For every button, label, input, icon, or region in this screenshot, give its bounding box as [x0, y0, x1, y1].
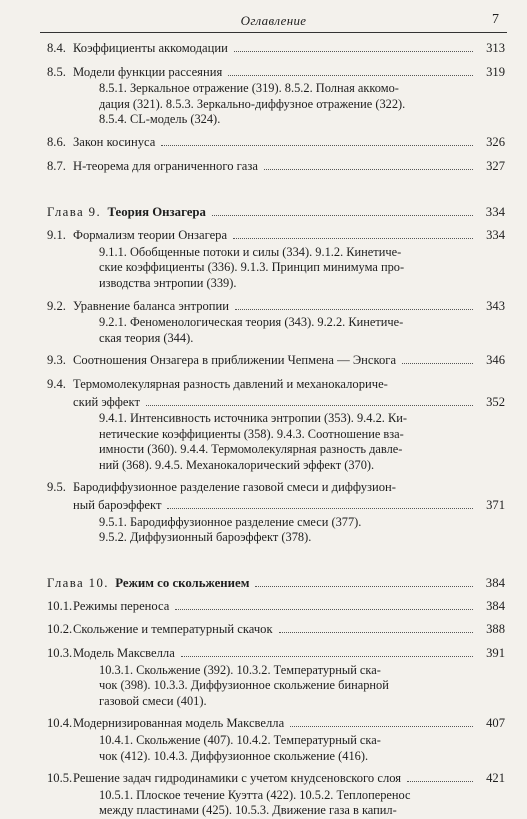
chapter-heading: [47, 574, 505, 592]
section-number: 9.1.: [47, 228, 66, 243]
toc-section: [47, 40, 505, 58]
section-number: 10.5.: [47, 771, 73, 786]
toc-section: [47, 134, 505, 152]
section-title: Решение задач гидродинамики с учетом кнудсеновского слоя: [73, 771, 402, 786]
page-number: 7: [492, 12, 499, 27]
section-title: Скольжение и температурный скачок: [73, 622, 273, 637]
subsection-list: [99, 733, 471, 764]
section-number: 8.7.: [47, 158, 66, 173]
section-number: 10.2.: [47, 622, 73, 637]
leader-dots: [146, 405, 473, 406]
subsection-line: изводства энтропии (339).: [99, 275, 237, 290]
chapter-heading: [47, 203, 505, 221]
subsection-line: 9.1.1. Обобщенные потоки и силы (334). 9.1.2. Кинетиче-: [99, 244, 402, 259]
section-page: 384: [486, 598, 505, 613]
header-title: Оглавление: [240, 13, 307, 28]
section-title: Формализм теории Онзагера: [73, 228, 228, 243]
section-number: 8.6.: [47, 134, 66, 149]
toc-section: [47, 64, 505, 82]
subsection-line: 9.4.1. Интенсивность источника энтропии (353). 9.4.2. Ки-: [99, 411, 407, 426]
section-number: 10.3.: [47, 646, 73, 661]
toc-section: [47, 598, 505, 616]
chapter-label: Глава 9.: [47, 205, 102, 220]
leader-dots: [264, 169, 473, 170]
section-title: Соотношения Онзагера в приближении Чепмена — Энскога: [73, 353, 397, 368]
section-page: 391: [486, 646, 505, 661]
subsection-line: 8.5.4. CL-модель (324).: [99, 112, 221, 127]
toc-section: [47, 376, 505, 411]
section-page: 346: [486, 353, 505, 368]
section-page: 421: [486, 771, 505, 786]
subsection-list: [99, 315, 471, 346]
chapter-title: Режим со скольжением: [115, 575, 250, 590]
section-title-line2: ный бароэффект: [73, 498, 162, 513]
subsection-line: ний (368). 9.4.5. Механокалорический эффект (370).: [99, 457, 375, 472]
leader-dots: [234, 51, 473, 52]
leader-dots: [290, 726, 473, 727]
toc-section: [47, 158, 505, 176]
subsection-line: 8.5.1. Зеркальное отражение (319). 8.5.2. Полная аккомо-: [99, 81, 399, 96]
section-title: Модель Максвелла: [73, 646, 175, 661]
section-number: 10.1.: [47, 598, 73, 613]
chapter-label: Глава 10.: [47, 575, 109, 590]
subsection-line: ская теория (344).: [99, 330, 194, 345]
section-page: 352: [486, 394, 505, 409]
section-number: 8.4.: [47, 41, 66, 55]
subsection-line: между пластинами (425). 10.5.3. Движение газа в капил-: [99, 803, 397, 818]
section-page: 327: [486, 158, 505, 173]
section-number: 9.3.: [47, 353, 66, 368]
leader-dots: [402, 363, 473, 364]
subsection-line: 10.3.1. Скольжение (392). 10.3.2. Температурный ска-: [99, 662, 381, 677]
section-page: 343: [486, 298, 505, 313]
section-title: Модернизированная модель Максвелла: [73, 716, 285, 731]
section-page: 407: [486, 716, 505, 731]
table-of-contents: [47, 40, 505, 819]
leader-dots: [175, 609, 473, 610]
leader-dots: [235, 309, 473, 310]
toc-section: [47, 621, 505, 639]
section-title: Модели функции рассеяния: [73, 64, 223, 79]
leader-dots: [279, 632, 473, 633]
toc-section: [47, 352, 505, 370]
toc-section: [47, 645, 505, 663]
section-number: 8.5.: [47, 64, 66, 79]
chapter-page: 384: [485, 575, 505, 590]
leader-dots: [161, 145, 473, 146]
section-page: 334: [486, 228, 505, 243]
subsection-list: [99, 788, 471, 819]
running-header: [40, 10, 507, 33]
subsection-line: 10.5.1. Плоское течение Куэтта (422). 10.5.2. Теплоперенос: [99, 787, 411, 802]
subsection-line: чок (412). 10.4.3. Диффузионное скольжение (416).: [99, 748, 369, 763]
section-page: 313: [486, 41, 505, 55]
section-page: 371: [486, 498, 505, 513]
section-title: Коэффициенты аккомодации: [73, 41, 228, 55]
subsection-line: имности (360). 9.4.4. Термомолекулярная разность давле-: [99, 442, 403, 457]
subsection-line: нетические коэффициенты (358). 9.4.3. Соотношение вза-: [99, 426, 404, 441]
toc-section: [47, 298, 505, 316]
chapter-page: 334: [485, 205, 505, 220]
leader-dots: [233, 238, 473, 239]
subsection-line: 9.5.1. Бародиффузионное разделение смеси (377).: [99, 514, 362, 529]
subsection-line: ские коэффициенты (336). 9.1.3. Принцип минимума про-: [99, 260, 405, 275]
subsection-line: дация (321). 8.5.3. Зеркально-диффузное отражение (322).: [99, 96, 406, 111]
leader-dots: [167, 508, 473, 509]
leader-dots: [407, 781, 473, 782]
section-number: 9.5.: [47, 480, 66, 495]
section-number: 9.4.: [47, 376, 66, 391]
section-page: 319: [486, 64, 505, 79]
subsection-line: чок (398). 10.3.3. Диффузионное скольжение бинарной: [99, 678, 389, 693]
subsection-list: [99, 515, 471, 546]
subsection-list: [99, 411, 471, 473]
toc-section: [47, 770, 505, 788]
section-title-line1: Бародиффузионное разделение газовой смеси и диффузион-: [73, 480, 396, 495]
section-number: 9.2.: [47, 298, 66, 313]
leader-dots: [255, 586, 473, 587]
subsection-line: 10.4.1. Скольжение (407). 10.4.2. Температурный ска-: [99, 733, 381, 747]
toc-section: [47, 715, 505, 733]
section-title: H-теорема для ограниченного газа: [73, 158, 258, 173]
subsection-list: [99, 663, 471, 710]
section-page: 388: [486, 622, 505, 637]
leader-dots: [212, 215, 473, 216]
section-title: Уравнение баланса энтропии: [73, 298, 230, 313]
section-number: 10.4.: [47, 716, 73, 731]
subsection-list: [99, 81, 471, 128]
section-title-line1: Термомолекулярная разность давлений и механокалориче-: [73, 376, 388, 391]
toc-section: [47, 479, 505, 514]
chapter-title: Теория Онзагера: [107, 205, 206, 220]
toc-section: [47, 227, 505, 245]
section-title: Режимы переноса: [73, 598, 170, 613]
leader-dots: [228, 75, 473, 76]
leader-dots: [181, 656, 473, 657]
subsection-line: газовой смеси (401).: [99, 693, 207, 708]
subsection-list: [99, 245, 471, 292]
section-page: 326: [486, 134, 505, 149]
subsection-line: 9.2.1. Феноменологическая теория (343). 9.2.2. Кинетиче-: [99, 315, 404, 330]
section-title: Закон косинуса: [73, 134, 156, 149]
section-title-line2: ский эффект: [73, 394, 140, 409]
subsection-line: 9.5.2. Диффузионный бароэффект (378).: [99, 530, 312, 545]
